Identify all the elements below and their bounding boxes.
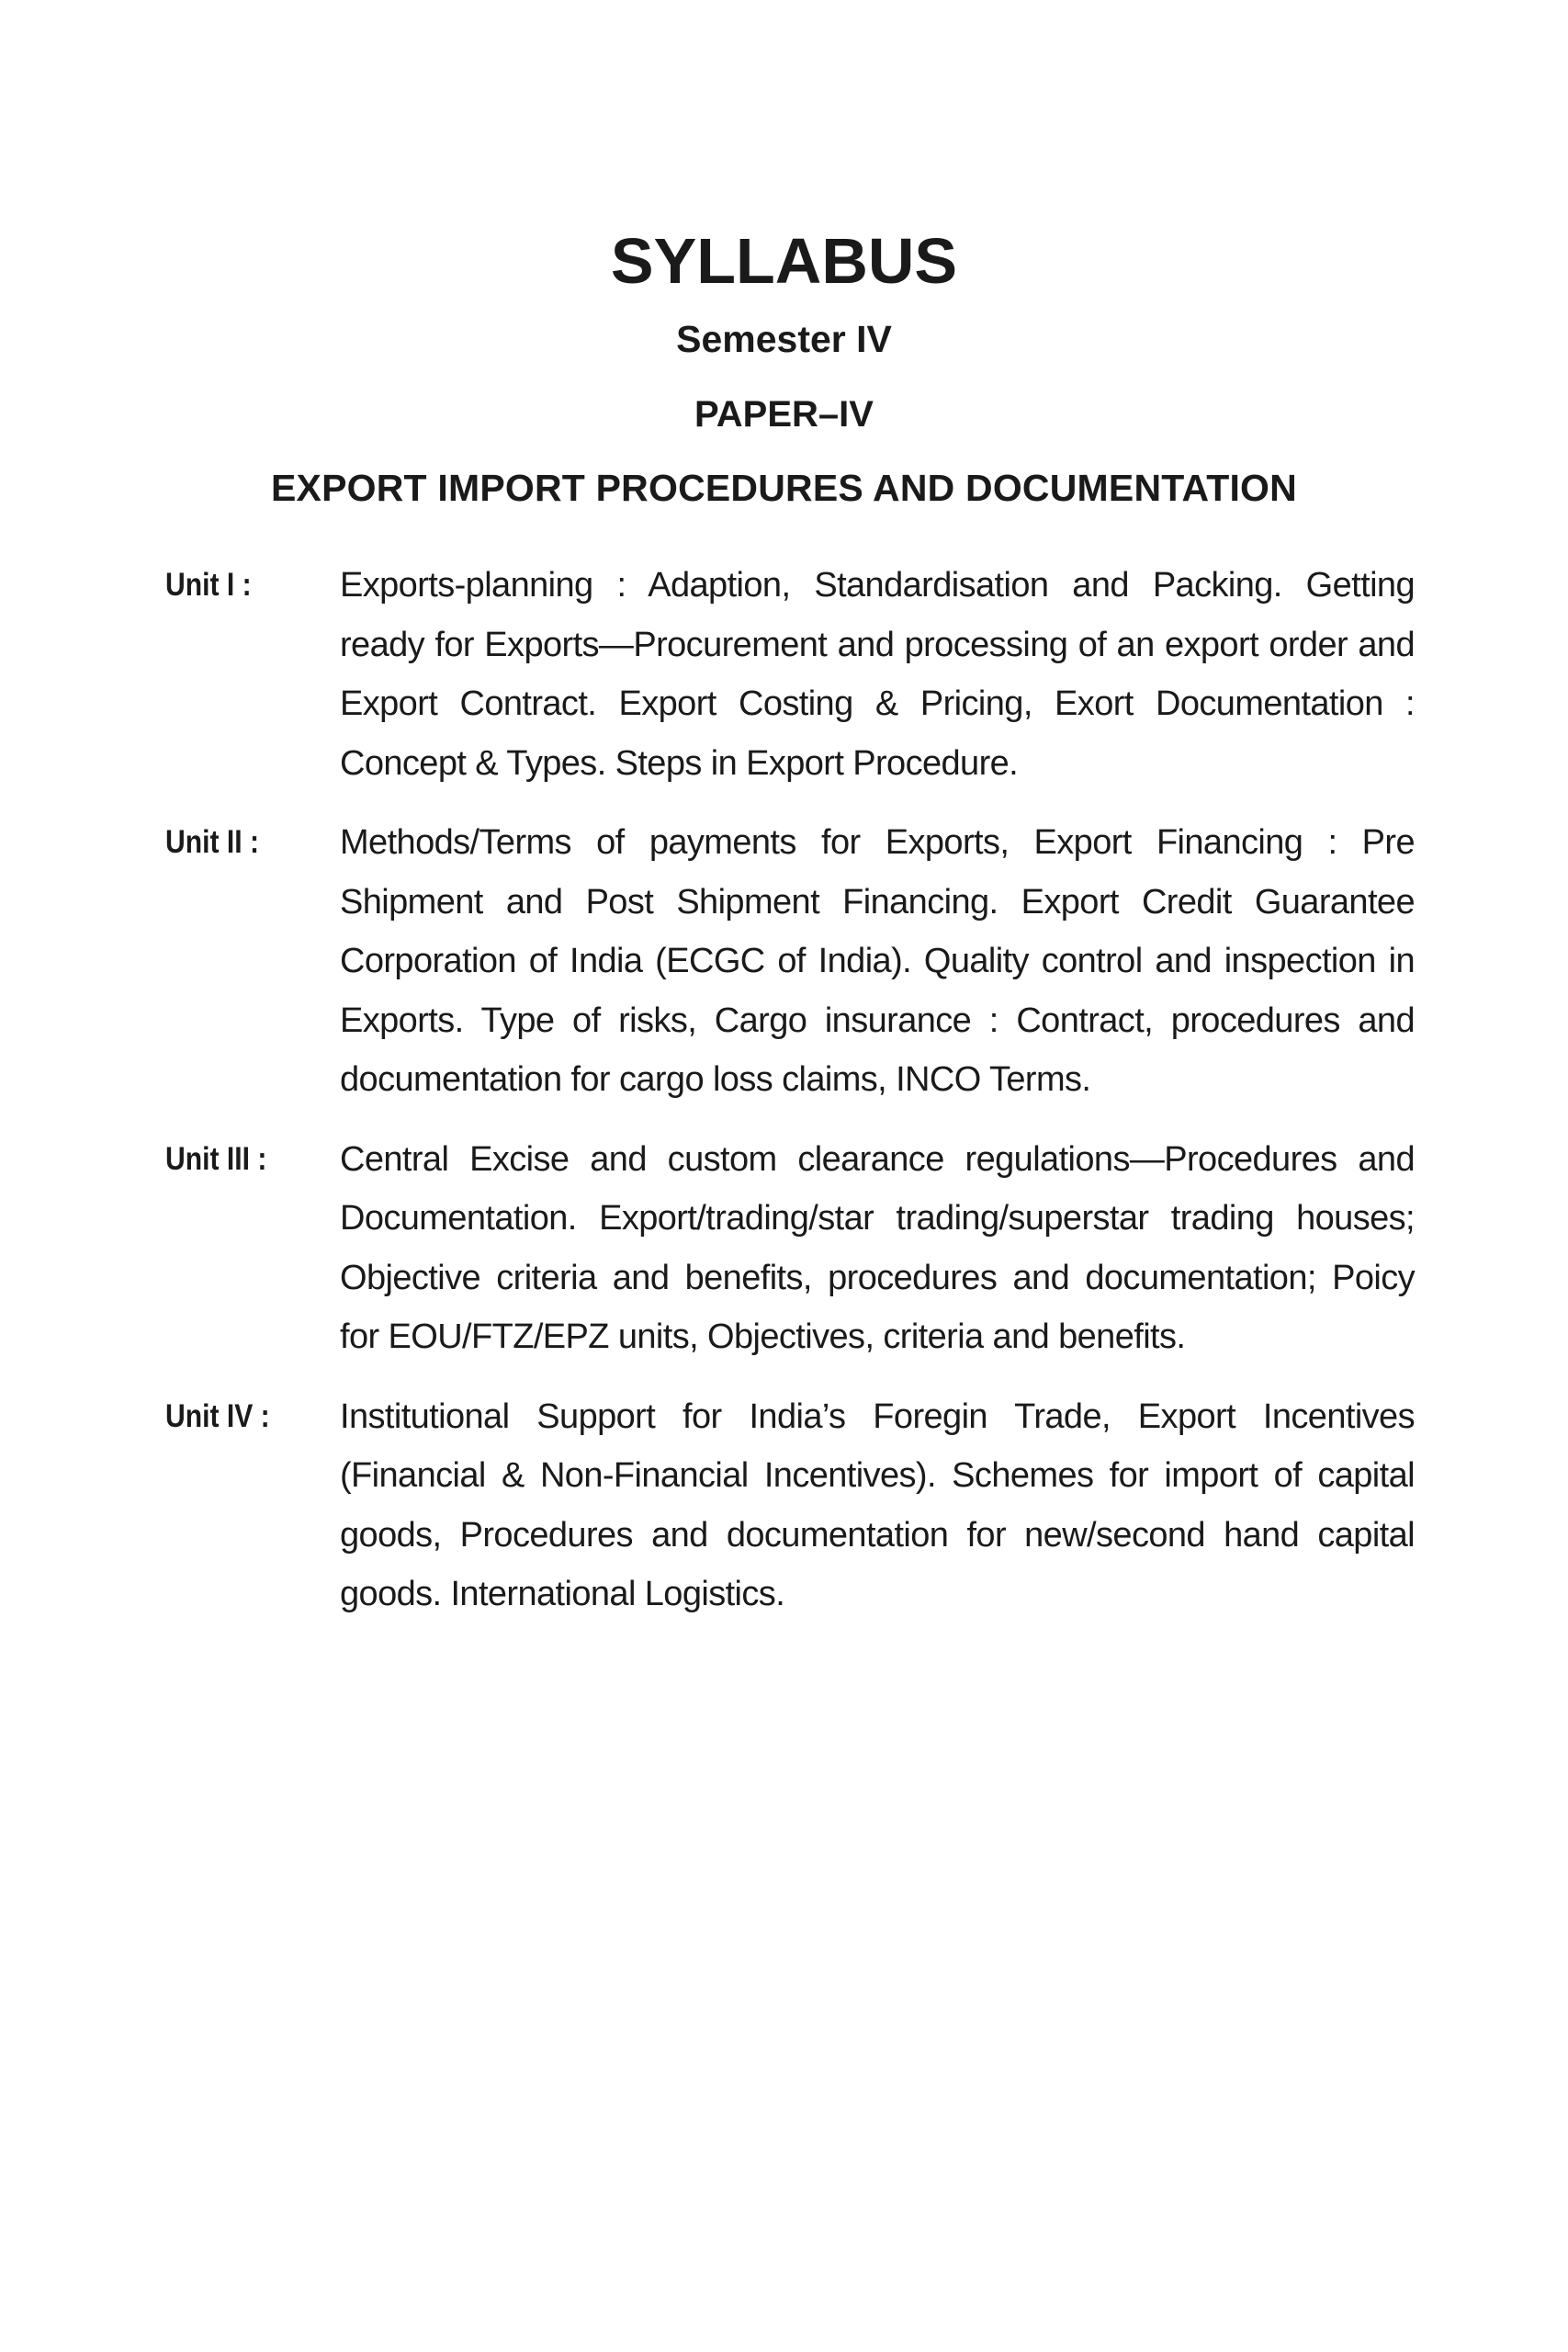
subject-heading: EXPORT IMPORT PROCEDURES AND DOCUMENTATION (271, 467, 1297, 509)
unit-label: Unit IV : (165, 1397, 270, 1434)
paper-heading: PAPER–IV (694, 394, 874, 435)
unit-2 (165, 813, 1415, 1110)
unit-label: Unit III : (165, 1140, 267, 1177)
unit-description: Methods/Terms of payments for Exports, Export Financing : Pre Shipment and Post Shipment Financing. Export Credit Guarantee Corporation of India (ECGC of India). Quality control and inspection in Exports. Type of risks, Cargo insurance : Contract, procedures and documentation for cargo loss claims, INCO Terms. (340, 823, 1415, 1099)
units-list (165, 556, 1415, 1645)
unit-description: Exports-planning : Adaption, Standardisation and Packing. Getting ready for Exports—Procurement and processing of an export order and Export Contract. Export Costing & Pricing, Exort Documentation : Concept & Types. Steps in Export Procedure. (340, 566, 1415, 783)
unit-3 (165, 1130, 1415, 1367)
unit-description: Central Excise and custom clearance regulations—Procedures and Documentation. Export/trading/star trading/superstar trading houses; Objective criteria and benefits, procedures and documentation; Poicy for EOU/FTZ/EPZ units, Objectives, criteria and benefits. (340, 1139, 1415, 1356)
unit-4 (165, 1387, 1415, 1624)
unit-label: Unit I : (165, 567, 252, 603)
unit-1 (165, 556, 1415, 793)
page-title: SYLLABUS (610, 225, 958, 297)
unit-label: Unit II : (165, 824, 259, 860)
semester-heading: Semester IV (676, 318, 892, 360)
unit-description: Institutional Support for India’s Foregin Trade, Export Incentives (Financial & Non-Financial Incentives). Schemes for import of capital goods, Procedures and documentation for new/second hand capital goods. International Logistics. (340, 1396, 1415, 1613)
